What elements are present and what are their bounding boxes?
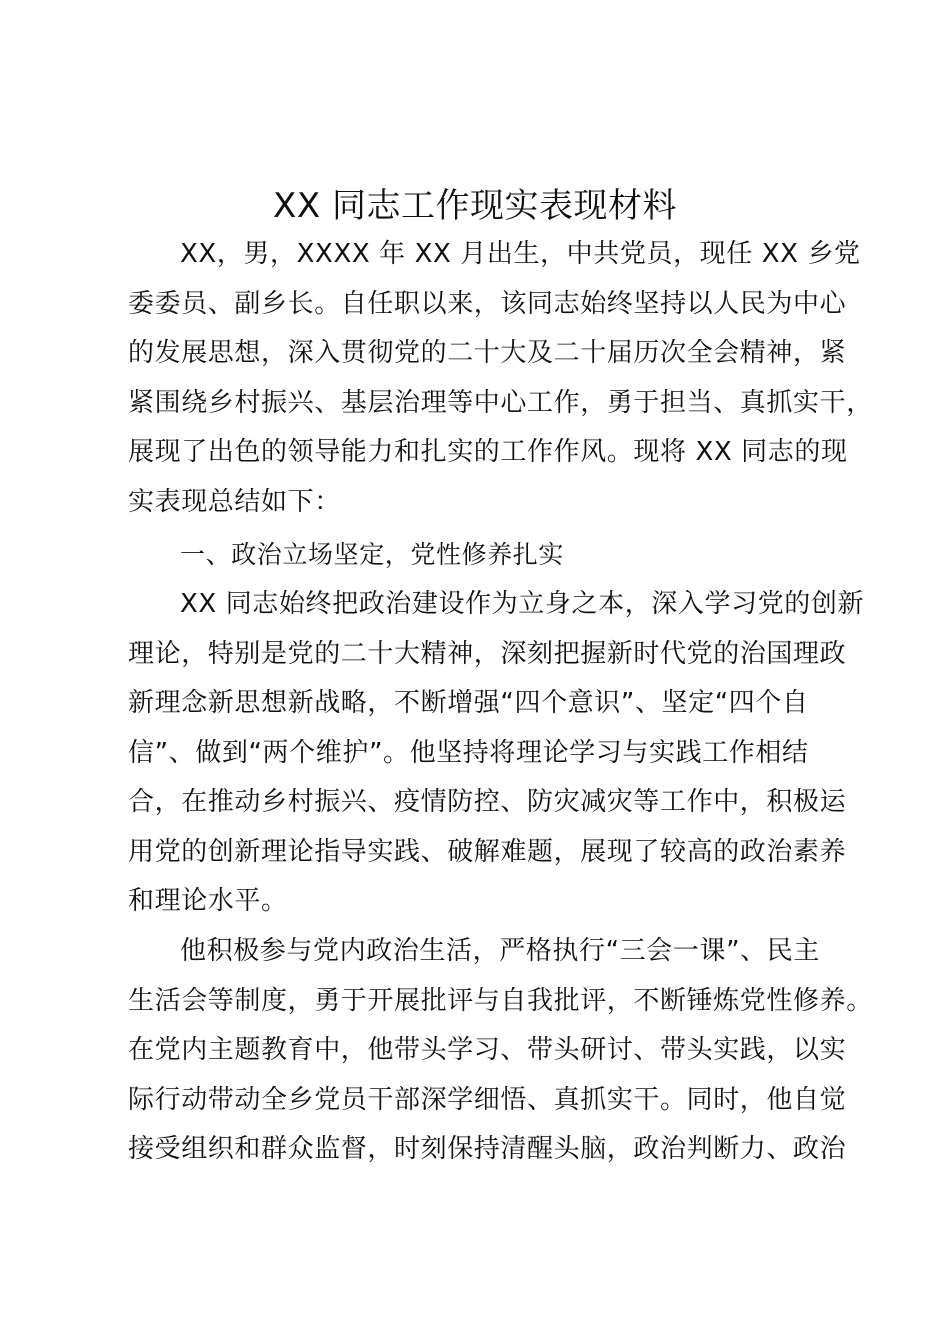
paragraph-intro — [128, 230, 873, 527]
text-line: 信”、做到“两个维护”。他坚持将理论学习与实践工作相结 — [128, 737, 809, 768]
text-line: 紧围绕乡村振兴、基层治理等中心工作，勇于担当、真抓实干， — [128, 387, 873, 418]
text-line: XX 同志始终把政治建设作为立身之本，深入学习党的创新 — [180, 589, 865, 619]
text-line: 委委员、副乡长。自任职以来，该同志始终坚持以人民为中心 — [128, 288, 847, 319]
text-line: XX，男，XXXX 年 XX 月出生，中共党员，现任 XX 乡党 — [180, 239, 861, 269]
paragraph-party-life — [128, 927, 873, 1175]
text-line: 他积极参与党内政治生活，严格执行“三会一课”、民主 — [180, 936, 820, 966]
section-heading — [128, 530, 832, 580]
text-line: 展现了出色的领导能力和扎实的工作作风。现将 XX 同志的现 — [128, 437, 848, 467]
text-line: 和理论水平。 — [128, 886, 288, 916]
text-line: 在党内主题教育中，他带头学习、带头研讨、带头实践，以实 — [128, 1035, 847, 1065]
text-line: 新理念新思想新战略，不断增强“四个意识”、坚定“四个自 — [128, 688, 809, 718]
document-title: XX 同志工作现实表现材料 — [273, 186, 677, 226]
text-line: 际行动带动全乡党员干部深学细悟、真抓实干。同时，他自觉 — [128, 1084, 847, 1115]
heading-text: 一、政治立场坚定，党性修养扎实 — [180, 540, 565, 569]
text-line: 实表现总结如下： — [128, 486, 341, 517]
text-line: 合，在推动乡村振兴、疫情防控、防灾减灾等工作中，积极运 — [128, 787, 847, 817]
paragraph-political-building — [128, 580, 865, 927]
text-line: 用党的创新理论指导实践、破解难题，展现了较高的政治素养 — [128, 836, 847, 867]
text-line: 生活会等制度，勇于开展批评与自我批评，不断锤炼党性修养。 — [128, 985, 873, 1016]
text-line: 理论，特别是党的二十大精神，深刻把握新时代党的治国理政 — [128, 638, 847, 669]
text-line: 的发展思想，深入贯彻党的二十大及二十届历次全会精神，紧 — [128, 338, 847, 368]
text-line: 接受组织和群众监督，时刻保持清醒头脑，政治判断力、政治 — [128, 1134, 847, 1164]
